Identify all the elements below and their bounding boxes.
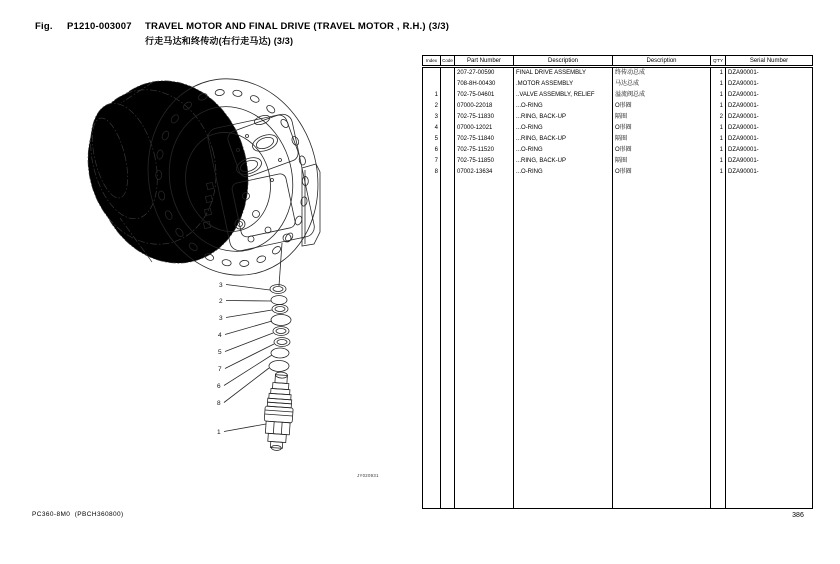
cell-code bbox=[441, 123, 455, 134]
cell-code bbox=[441, 112, 455, 123]
cell-description-chinese: O形圈 bbox=[613, 101, 711, 112]
cell-serial-number: DZA90001- bbox=[726, 167, 813, 178]
cell-description-chinese: 隔圈 bbox=[613, 112, 711, 123]
table-row bbox=[423, 112, 813, 123]
cell-description-chinese: O形圈 bbox=[613, 145, 711, 156]
table-empty-space bbox=[423, 178, 813, 509]
fig-number: P1210-003007 bbox=[67, 21, 132, 32]
cell-part-number: 07000-12021 bbox=[455, 123, 514, 134]
cell-qty: 1 bbox=[711, 79, 726, 90]
model-name: PC360-8M0 bbox=[32, 511, 71, 518]
cell-part-number: 07000-22018 bbox=[455, 101, 514, 112]
col-header-description-en: Description bbox=[514, 56, 613, 67]
figure-title-chinese: 行走马达和终传动(右行走马达) (3/3) bbox=[145, 36, 294, 46]
book-code: (PBCH360800) bbox=[74, 511, 124, 518]
figure-title-english: TRAVEL MOTOR AND FINAL DRIVE (TRAVEL MOTOR , R.H.) (3/3) bbox=[145, 21, 450, 32]
cell-description-chinese: 隔圈 bbox=[613, 156, 711, 167]
cell-description-chinese: O形圈 bbox=[613, 167, 711, 178]
parts-table bbox=[422, 55, 813, 509]
cell-description-english: ...RING, BACK-UP bbox=[514, 112, 613, 123]
callout-number: 6 bbox=[217, 383, 221, 390]
drawing-ref-number: JY020931 bbox=[357, 473, 379, 478]
cell-code bbox=[441, 79, 455, 90]
cell-qty: 1 bbox=[711, 167, 726, 178]
cell-description-chinese: 溢流阀总成 bbox=[613, 90, 711, 101]
cell-code bbox=[441, 134, 455, 145]
cell-qty: 1 bbox=[711, 90, 726, 101]
cell-serial-number: DZA90001- bbox=[726, 112, 813, 123]
callout-number: 5 bbox=[218, 349, 222, 356]
cell-qty: 1 bbox=[711, 67, 726, 80]
cell-qty: 1 bbox=[711, 101, 726, 112]
table-row bbox=[423, 101, 813, 112]
callout-number: 2 bbox=[219, 298, 223, 305]
cell-serial-number: DZA90001- bbox=[726, 156, 813, 167]
cell-code bbox=[441, 67, 455, 80]
cell-description-chinese: 马达总成 bbox=[613, 79, 711, 90]
table-row bbox=[423, 79, 813, 90]
cell-description-chinese: 终传动总成 bbox=[613, 67, 711, 80]
table-row bbox=[423, 156, 813, 167]
cell-serial-number: DZA90001- bbox=[726, 79, 813, 90]
cell-part-number: 702-75-11840 bbox=[455, 134, 514, 145]
cell-part-number: 207-27-00590 bbox=[455, 67, 514, 80]
cell-qty: 1 bbox=[711, 134, 726, 145]
callout-number: 8 bbox=[217, 400, 221, 407]
cell-description-english: ...O-RING bbox=[514, 123, 613, 134]
cell-serial-number: DZA90001- bbox=[726, 101, 813, 112]
cell-part-number: 07002-13634 bbox=[455, 167, 514, 178]
table-row bbox=[423, 167, 813, 178]
cell-serial-number: DZA90001- bbox=[726, 134, 813, 145]
cell-index: 5 bbox=[423, 134, 441, 145]
cell-serial-number: DZA90001- bbox=[726, 90, 813, 101]
cell-code bbox=[441, 145, 455, 156]
relief-valve-cartridge bbox=[262, 371, 295, 451]
col-header-serial-number: Serial Number bbox=[726, 56, 813, 67]
table-row bbox=[423, 145, 813, 156]
cell-index: 6 bbox=[423, 145, 441, 156]
cell-serial-number: DZA90001- bbox=[726, 123, 813, 134]
page-number: 386 bbox=[792, 512, 804, 519]
cell-index: 4 bbox=[423, 123, 441, 134]
cell-description-english: ...RING, BACK-UP bbox=[514, 156, 613, 167]
col-header-index: Index bbox=[423, 56, 441, 67]
cell-serial-number: DZA90001- bbox=[726, 67, 813, 80]
table-row bbox=[423, 123, 813, 134]
cell-code bbox=[441, 90, 455, 101]
cell-description-english: ...O-RING bbox=[514, 167, 613, 178]
fig-label: Fig. bbox=[35, 21, 53, 32]
cell-index bbox=[423, 67, 441, 80]
callout-number: 1 bbox=[217, 429, 221, 436]
cell-part-number: 702-75-11850 bbox=[455, 156, 514, 167]
cell-qty: 1 bbox=[711, 156, 726, 167]
col-header-qty: Q'TY bbox=[711, 56, 726, 67]
callout-number: 7 bbox=[218, 366, 222, 373]
callout-number: 4 bbox=[218, 332, 222, 339]
cell-part-number: 702-75-11830 bbox=[455, 112, 514, 123]
cell-serial-number: DZA90001- bbox=[726, 145, 813, 156]
table-row bbox=[423, 90, 813, 101]
cell-qty: 1 bbox=[711, 145, 726, 156]
cell-code bbox=[441, 167, 455, 178]
cell-part-number: 708-8H-00430 bbox=[455, 79, 514, 90]
cell-index: 8 bbox=[423, 167, 441, 178]
table-row bbox=[423, 134, 813, 145]
callout-labels bbox=[217, 282, 274, 436]
cell-index: 7 bbox=[423, 156, 441, 167]
cell-code bbox=[441, 156, 455, 167]
cell-code bbox=[441, 101, 455, 112]
col-header-description-cn: Description bbox=[613, 56, 711, 67]
cell-part-number: 702-75-04601 bbox=[455, 90, 514, 101]
cell-part-number: 702-75-11520 bbox=[455, 145, 514, 156]
footer-model-code bbox=[32, 511, 124, 518]
parts-table-header bbox=[423, 56, 813, 67]
cell-description-chinese: O形圈 bbox=[613, 123, 711, 134]
cell-index: 3 bbox=[423, 112, 441, 123]
callout-number: 3 bbox=[219, 315, 223, 322]
exploded-seal-stack bbox=[269, 285, 291, 372]
cell-index bbox=[423, 79, 441, 90]
cell-index: 1 bbox=[423, 90, 441, 101]
table-row bbox=[423, 67, 813, 80]
cell-description-english: ...RING, BACK-UP bbox=[514, 134, 613, 145]
cell-qty: 1 bbox=[711, 123, 726, 134]
callout-number: 3 bbox=[219, 282, 223, 289]
cell-description-english: ..VALVE ASSEMBLY, RELIEF bbox=[514, 90, 613, 101]
cell-qty: 2 bbox=[711, 112, 726, 123]
cell-description-chinese: 隔圈 bbox=[613, 134, 711, 145]
cell-description-english: ...O-RING bbox=[514, 145, 613, 156]
col-header-part-number: Part Number bbox=[455, 56, 514, 67]
col-header-code: Code bbox=[441, 56, 455, 67]
cell-index: 2 bbox=[423, 101, 441, 112]
cell-description-english: FINAL DRIVE ASSEMBLY bbox=[514, 67, 613, 80]
cell-description-english: ...O-RING bbox=[514, 101, 613, 112]
cell-description-english: .MOTOR ASSEMBLY bbox=[514, 79, 613, 90]
